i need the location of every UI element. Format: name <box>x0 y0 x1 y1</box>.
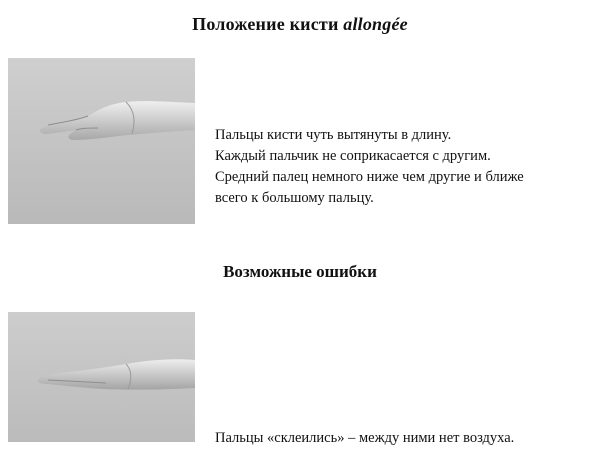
title-italic: allongée <box>343 14 408 34</box>
title-prefix: Положение кисти <box>192 14 339 34</box>
page-title <box>0 14 600 35</box>
description-line-3: Средний палец немного ниже чем другие и ближе <box>215 169 524 185</box>
description-line-4: всего к большому пальцу. <box>215 190 374 206</box>
description-line-1: Пальцы кисти чуть вытянуты в длину. <box>215 127 452 143</box>
error-note: Пальцы «склеились» – между ними нет воздуха. <box>215 430 515 446</box>
hand-photo-error <box>8 312 195 442</box>
errors-heading: Возможные ошибки <box>223 262 377 281</box>
description-line-2: Каждый пальчик не соприкасается с другим. <box>215 148 491 164</box>
hand-photo-allongee <box>8 58 195 224</box>
allongee-description <box>215 125 595 209</box>
